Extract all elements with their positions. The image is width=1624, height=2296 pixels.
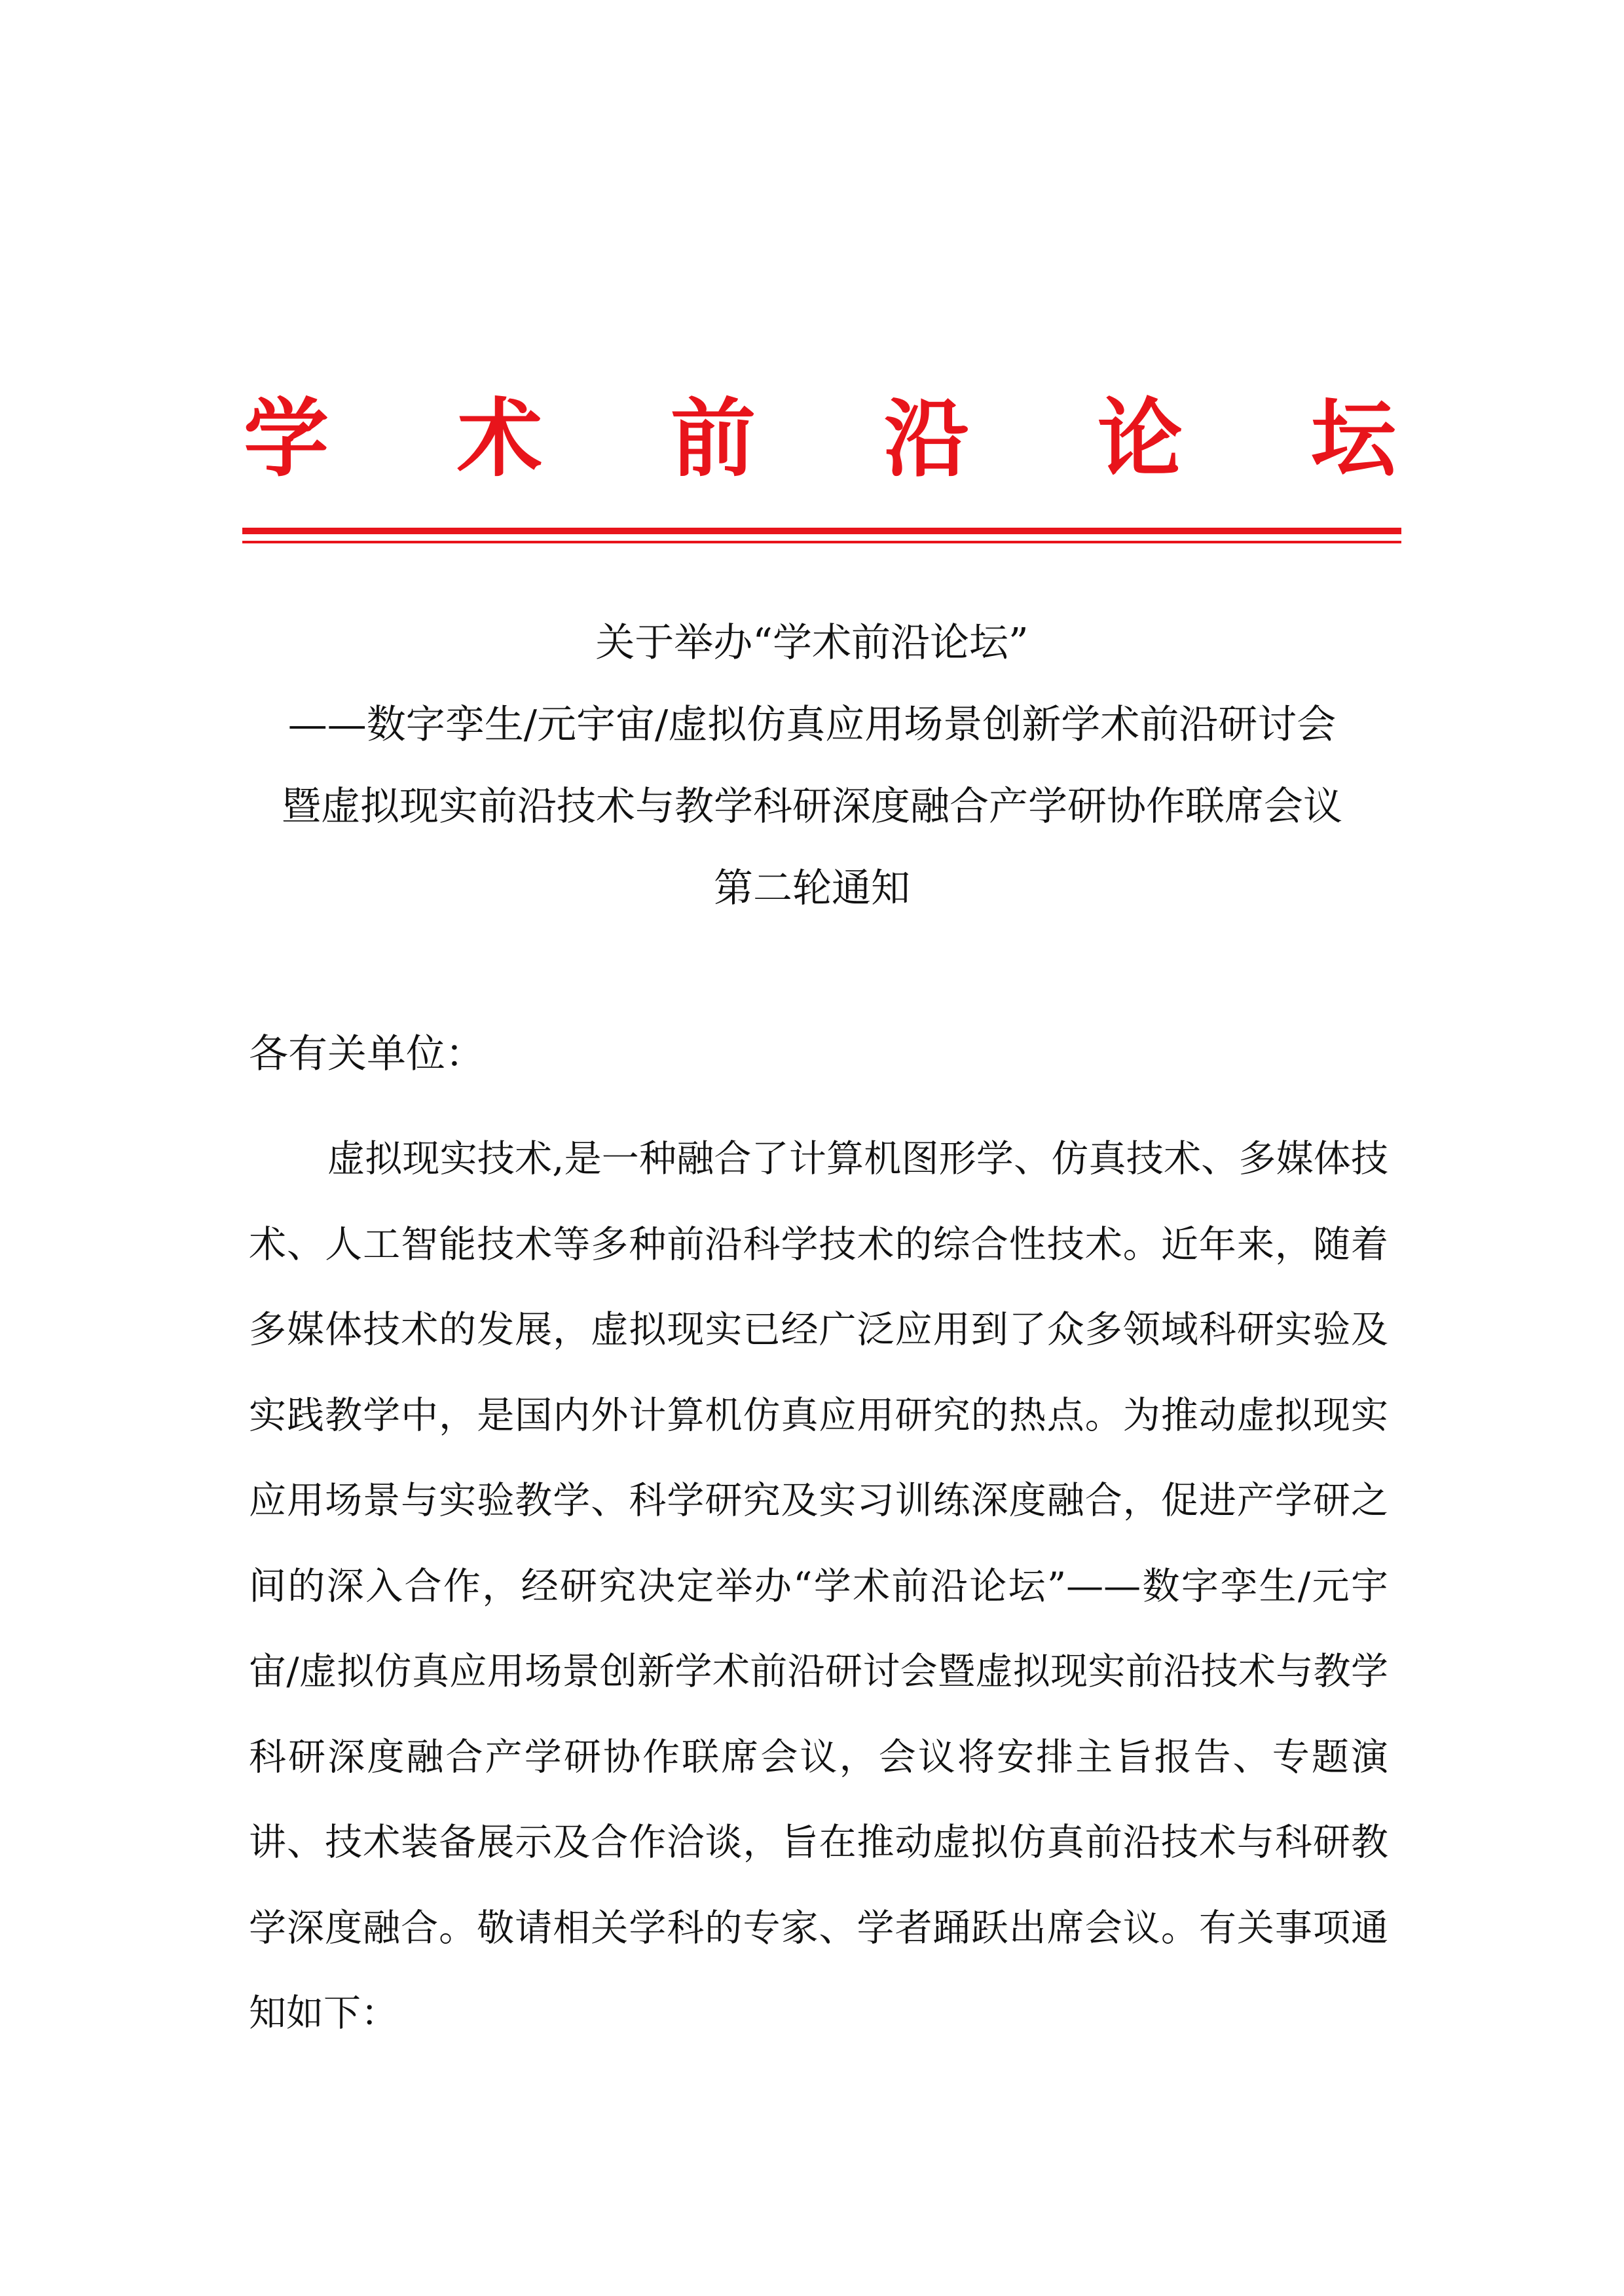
notice-title-line: 关于举办“学术前沿论坛” — [595, 620, 1029, 666]
masthead-char: 术 — [456, 388, 542, 488]
body-paragraph: 虚拟现实技术,是一种融合了计算机图形学、仿真技术、多媒体技术、人工智能技术等多种前沿科学技术的综合性技术。近年来，随着多媒体技术的发展，虚拟现实已经广泛应用到了众多领域科研实验及实践教学中，是国内外计算机仿真应用研究的热点。为推动虚拟现实应用场景与实验教学、科学研究及实习训练深度融合，促进产学研之间的深入合作，经研究决定举办“学术前沿论坛”——数字孪生/元宇宙/虚拟仿真应用场景创新学术前沿研讨会暨虚拟现实前沿技术与教学科研深度融合产学研协作联席会议，会议将安排主旨报告、专题演讲、技术装备展示及合作洽谈，旨在推动虚拟仿真前沿技术与科研教学深度融合。敬请相关学科的专家、学者踊跃出席会议。有关事项通知如下： — [249, 1137, 1388, 2035]
notice-title-line: 暨虚拟现实前沿技术与教学科研深度融合产学研协作联席会议 — [282, 784, 1342, 829]
masthead-title — [244, 386, 1396, 491]
masthead-char: 学 — [244, 388, 329, 488]
notice-title — [236, 602, 1388, 930]
masthead-divider-thick — [242, 528, 1401, 534]
notice-title-line: 第二轮通知 — [714, 866, 910, 911]
masthead-char: 沿 — [883, 388, 969, 488]
masthead-char: 坛 — [1310, 388, 1396, 488]
masthead-char: 前 — [670, 388, 756, 488]
masthead-divider-thin — [242, 541, 1401, 543]
salutation: 各有关单位： — [249, 1031, 485, 1077]
masthead-char: 论 — [1097, 388, 1183, 488]
notice-title-line: ——数字孪生/元宇宙/虚拟仿真应用场景创新学术前沿研讨会 — [287, 702, 1337, 748]
